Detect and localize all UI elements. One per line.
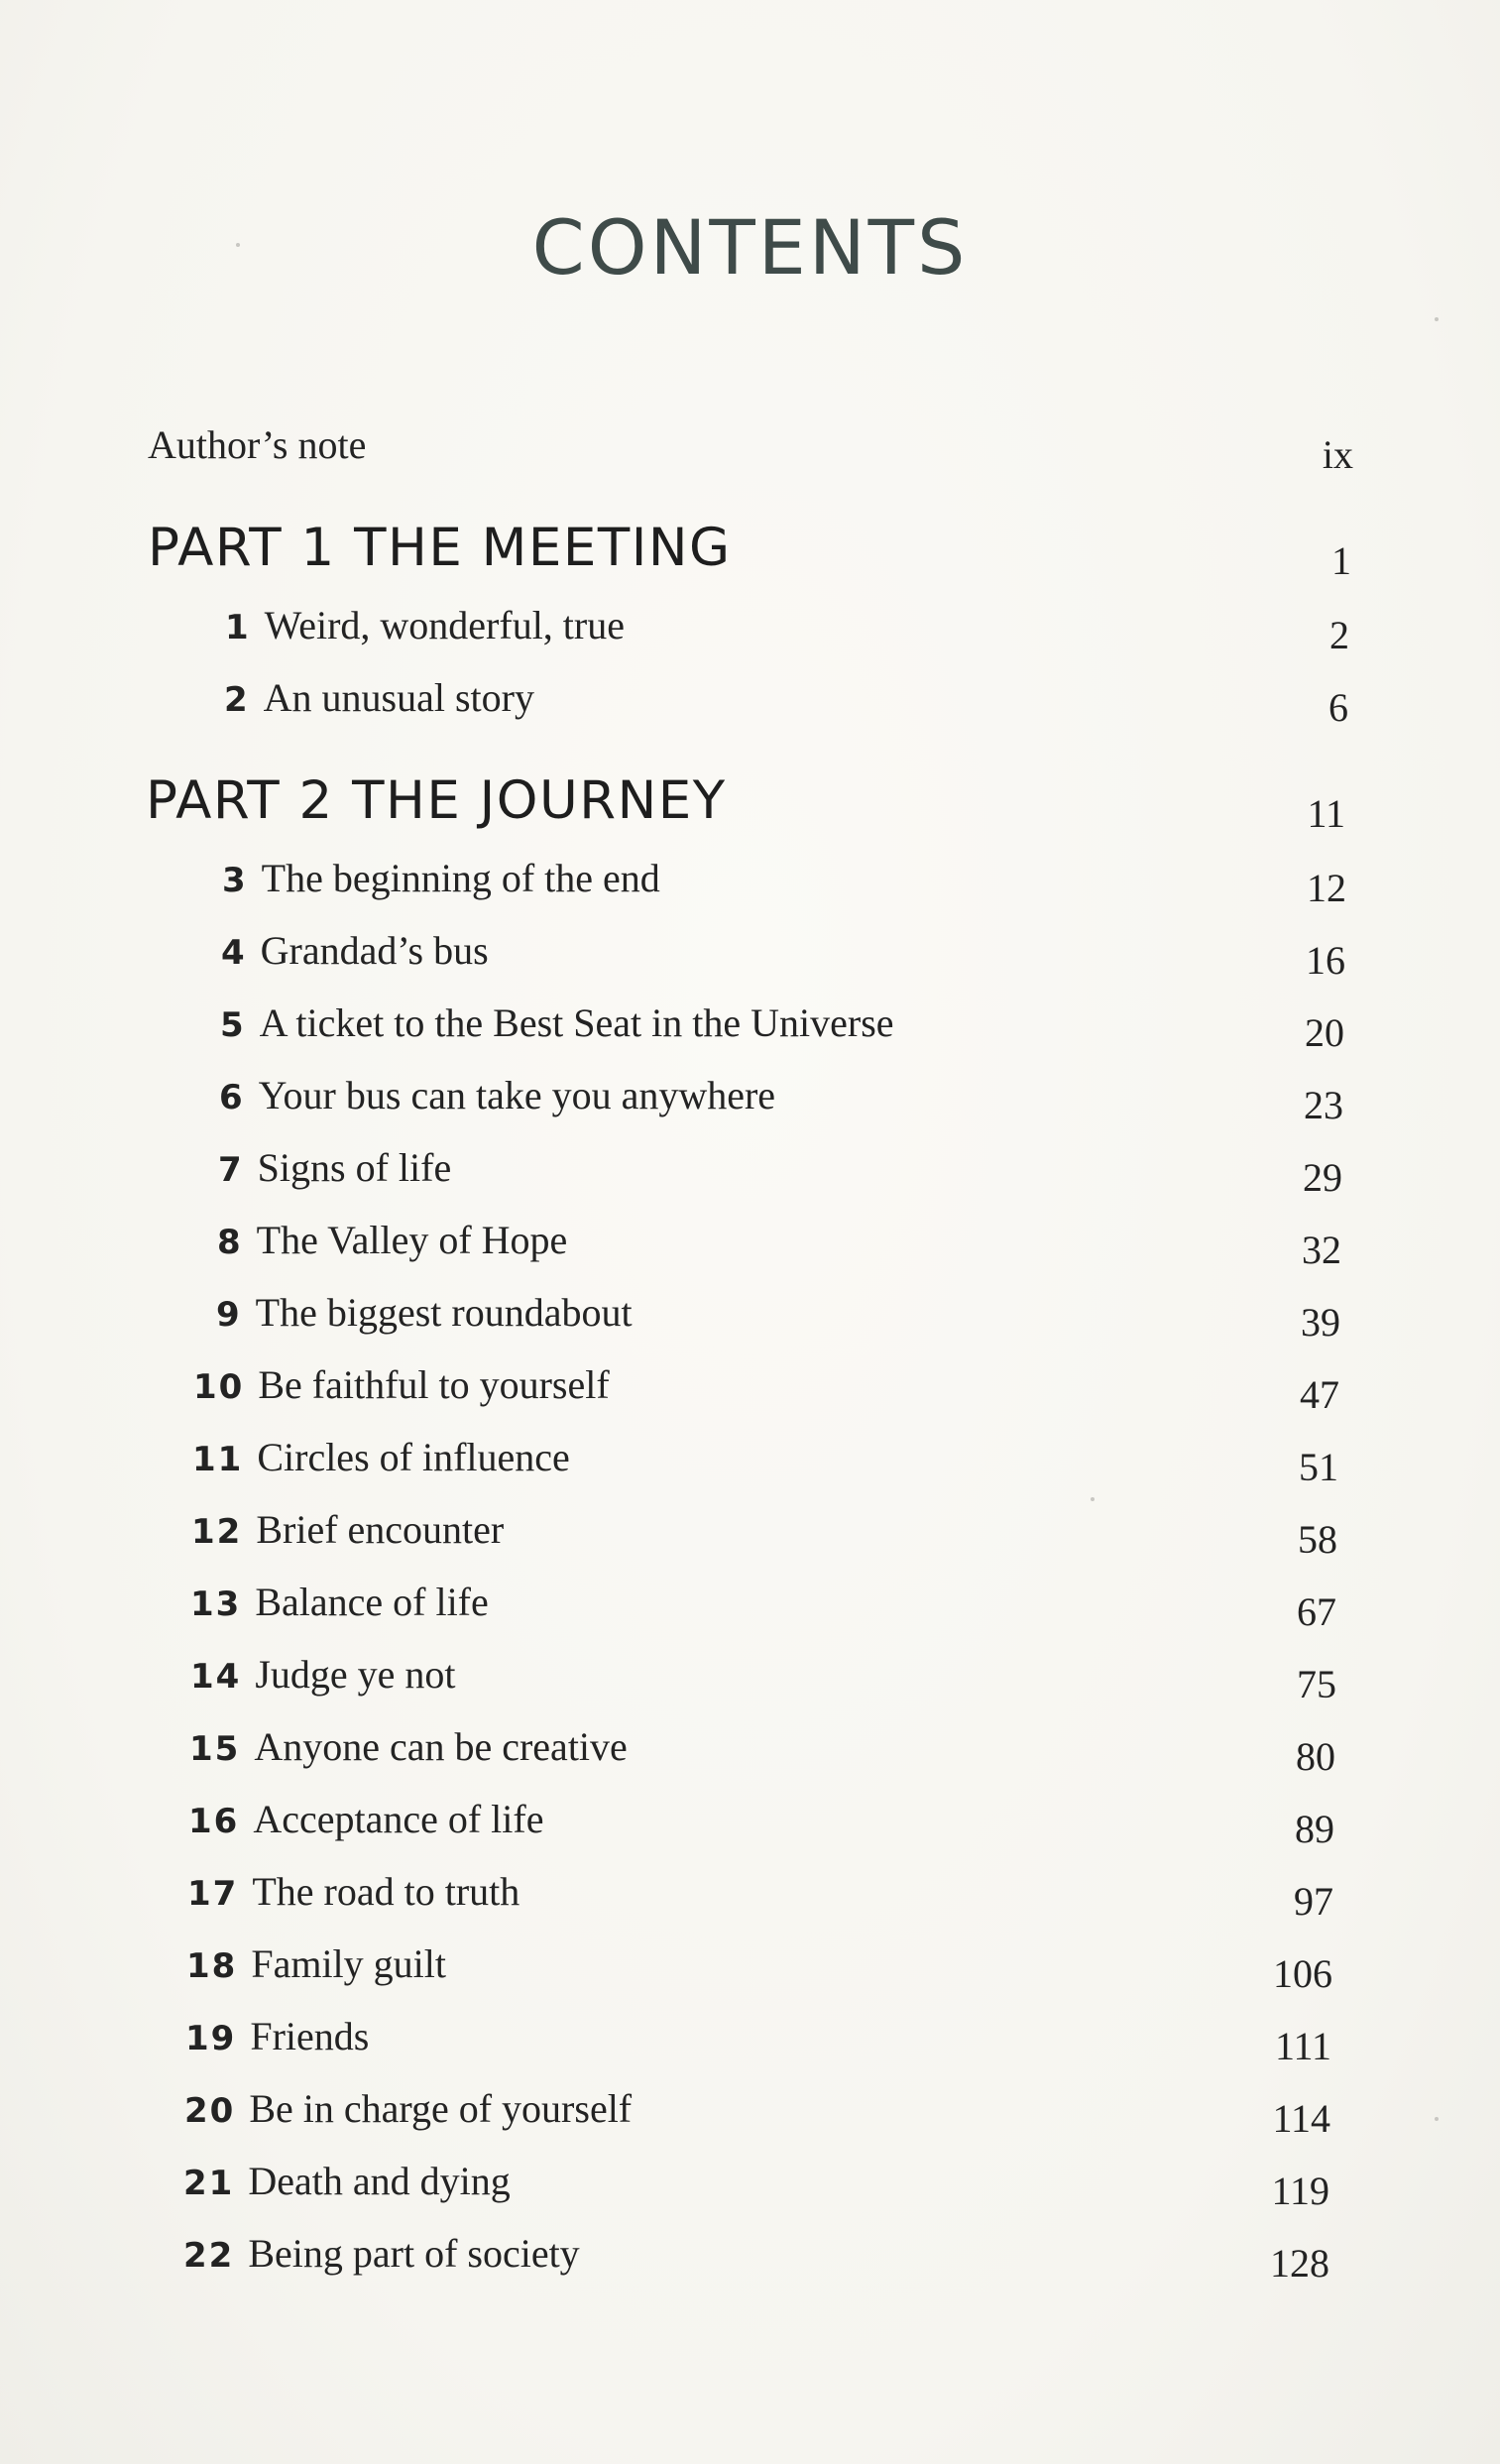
chapter-title: Be in charge of yourself bbox=[249, 2086, 633, 2131]
chapter-page: 29 bbox=[1303, 1155, 1342, 1200]
chapter-number: 2 bbox=[224, 680, 250, 720]
chapter-title: Acceptance of life bbox=[253, 1797, 544, 1841]
chapter-title: A ticket to the Best Seat in the Universe bbox=[259, 1000, 894, 1045]
toc-chapter bbox=[0, 2085, 1500, 2145]
chapter-title: An unusual story bbox=[263, 675, 534, 720]
paper-speck bbox=[236, 243, 240, 247]
chapter-number: 17 bbox=[187, 1874, 239, 1914]
chapter-title: Your bus can take you anywhere bbox=[258, 1073, 776, 1117]
chapter-number: 19 bbox=[185, 2019, 237, 2058]
page-title: CONTENTS bbox=[531, 203, 969, 292]
toc-chapter bbox=[0, 2158, 1500, 2217]
toc-chapter bbox=[0, 1796, 1500, 1855]
toc-chapter bbox=[0, 999, 1500, 1059]
toc-part-2 bbox=[0, 770, 1500, 836]
chapter-title: The beginning of the end bbox=[261, 856, 660, 900]
chapter-number: 20 bbox=[184, 2091, 236, 2131]
chapter-page: 89 bbox=[1295, 1807, 1334, 1851]
chapter-page: 23 bbox=[1304, 1083, 1343, 1127]
toc-entry-author-note bbox=[0, 421, 1500, 481]
chapter-page: 119 bbox=[1271, 2169, 1329, 2213]
part-page: 1 bbox=[1331, 538, 1351, 583]
chapter-title: Friends bbox=[250, 2014, 370, 2058]
chapter-number: 13 bbox=[190, 1584, 242, 1624]
toc-chapter bbox=[0, 1361, 1500, 1421]
chapter-number: 9 bbox=[216, 1295, 242, 1335]
part-heading: PART 2 THE JOURNEY bbox=[146, 770, 727, 831]
toc-chapter bbox=[0, 602, 1500, 661]
paper-speck bbox=[1435, 317, 1439, 321]
chapter-number: 3 bbox=[222, 861, 248, 900]
toc-part-1 bbox=[0, 518, 1500, 583]
toc-chapter bbox=[0, 927, 1500, 987]
chapter-page: 106 bbox=[1273, 1951, 1332, 1996]
toc-chapter bbox=[0, 1940, 1500, 2000]
chapter-page: 80 bbox=[1296, 1734, 1335, 1779]
chapter-page: 2 bbox=[1329, 613, 1349, 657]
chapter-page: 20 bbox=[1305, 1010, 1344, 1055]
toc-entry-label: Author’s note bbox=[148, 422, 367, 467]
toc-chapter bbox=[0, 2230, 1500, 2289]
chapter-title: Signs of life bbox=[257, 1145, 452, 1190]
chapter-title: Weird, wonderful, true bbox=[264, 603, 625, 647]
chapter-page: 16 bbox=[1306, 938, 1345, 983]
toc-chapter bbox=[0, 855, 1500, 914]
toc-chapter bbox=[0, 1579, 1500, 1638]
chapter-page: 114 bbox=[1272, 2096, 1330, 2141]
chapter-title: Balance of life bbox=[255, 1580, 489, 1624]
chapter-number: 6 bbox=[219, 1078, 245, 1117]
chapter-page: 39 bbox=[1301, 1300, 1340, 1345]
chapter-number: 18 bbox=[186, 1946, 238, 1986]
chapter-number: 14 bbox=[190, 1657, 242, 1697]
chapter-title: Anyone can be creative bbox=[254, 1724, 628, 1769]
part-page: 11 bbox=[1307, 791, 1345, 836]
toc-chapter bbox=[0, 1651, 1500, 1710]
chapter-title: Circles of influence bbox=[257, 1435, 570, 1479]
chapter-number: 1 bbox=[225, 608, 251, 647]
toc-chapter bbox=[0, 1434, 1500, 1493]
chapter-page: 47 bbox=[1300, 1372, 1339, 1417]
chapter-title: The biggest roundabout bbox=[255, 1290, 633, 1335]
chapter-number: 15 bbox=[189, 1729, 241, 1769]
chapter-title: Brief encounter bbox=[256, 1507, 505, 1552]
chapter-title: The road to truth bbox=[252, 1869, 520, 1914]
chapter-number: 4 bbox=[221, 933, 247, 973]
chapter-number: 12 bbox=[191, 1512, 243, 1552]
toc-chapter bbox=[0, 1144, 1500, 1204]
chapter-title: Be faithful to yourself bbox=[258, 1362, 610, 1407]
toc-chapter bbox=[0, 1868, 1500, 1928]
chapter-number: 8 bbox=[217, 1223, 243, 1262]
chapter-page: 128 bbox=[1270, 2241, 1329, 2286]
part-heading: PART 1 THE MEETING bbox=[148, 518, 732, 578]
chapter-title: Family guilt bbox=[251, 1941, 447, 1986]
toc-chapter bbox=[0, 1506, 1500, 1566]
chapter-page: 111 bbox=[1274, 2024, 1331, 2068]
chapter-page: 51 bbox=[1299, 1445, 1338, 1489]
toc-chapter bbox=[0, 1217, 1500, 1276]
chapter-title: Being part of society bbox=[248, 2231, 580, 2276]
chapter-number: 7 bbox=[218, 1150, 244, 1190]
chapter-number: 11 bbox=[192, 1440, 244, 1479]
toc-chapter bbox=[0, 1072, 1500, 1131]
toc-chapter bbox=[0, 1289, 1500, 1349]
chapter-page: 32 bbox=[1302, 1228, 1341, 1272]
toc-chapter bbox=[0, 674, 1500, 734]
chapter-page: 75 bbox=[1297, 1662, 1336, 1706]
chapter-title: Judge ye not bbox=[255, 1652, 456, 1697]
chapter-number: 21 bbox=[183, 2164, 235, 2203]
chapter-title: Grandad’s bus bbox=[260, 928, 489, 973]
chapter-number: 5 bbox=[220, 1005, 246, 1045]
chapter-title: Death and dying bbox=[248, 2159, 511, 2203]
chapter-page: 12 bbox=[1307, 866, 1346, 910]
chapter-page: 97 bbox=[1294, 1879, 1333, 1924]
toc-chapter bbox=[0, 1723, 1500, 1783]
chapter-title: The Valley of Hope bbox=[256, 1218, 568, 1262]
paper-speck bbox=[1091, 1497, 1095, 1501]
chapter-number: 22 bbox=[183, 2236, 235, 2276]
chapter-page: 58 bbox=[1298, 1517, 1337, 1562]
chapter-page: 6 bbox=[1328, 685, 1348, 730]
chapter-number: 10 bbox=[193, 1367, 245, 1407]
chapter-page: 67 bbox=[1297, 1589, 1336, 1634]
paper-speck bbox=[1435, 2117, 1439, 2121]
chapter-number: 16 bbox=[188, 1802, 240, 1841]
toc-chapter bbox=[0, 2013, 1500, 2072]
toc-entry-page: ix bbox=[1322, 432, 1353, 477]
